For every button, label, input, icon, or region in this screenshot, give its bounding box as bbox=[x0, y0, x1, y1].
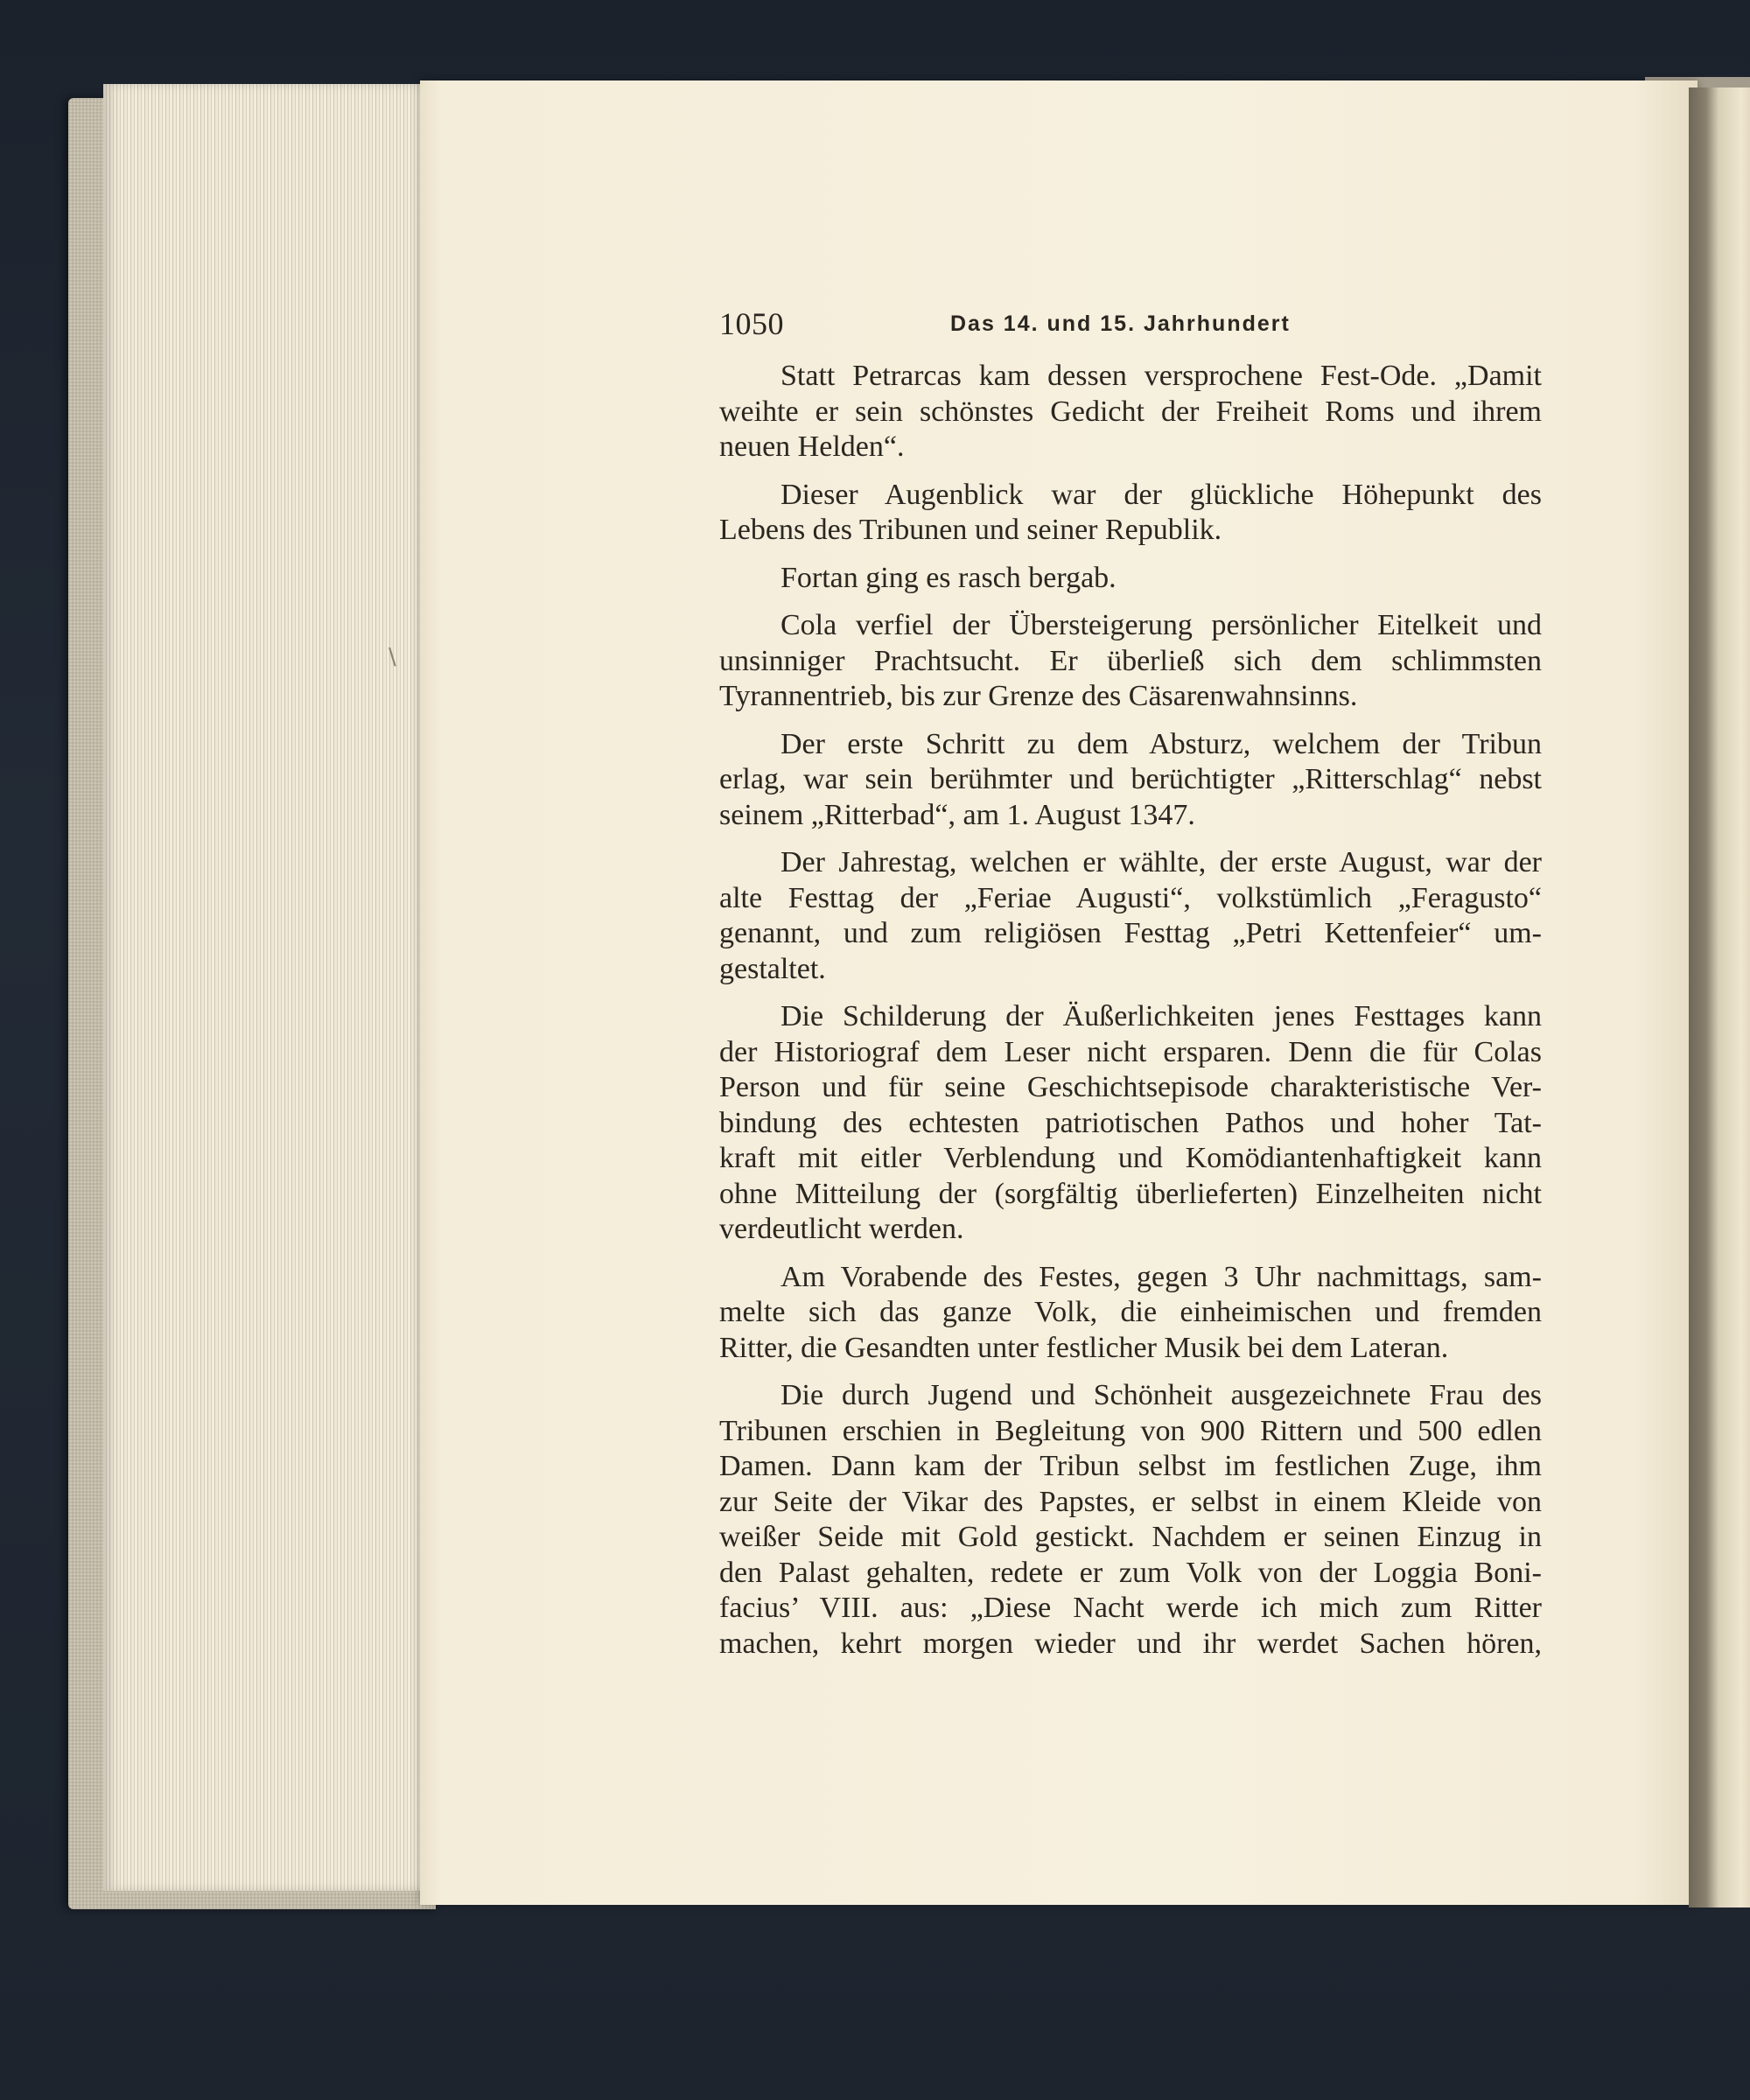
paragraph bbox=[719, 478, 1542, 549]
text-line: Person und für seine Geschichtsepisode charakteristische Ver- bbox=[719, 1071, 1542, 1103]
text-line: Lebens des Tribunen und seiner Republik. bbox=[719, 514, 1222, 546]
text-line: Ritter, die Gesandten unter festlicher Musik bei dem Lateran. bbox=[719, 1331, 1449, 1364]
page-stack-fore-edge bbox=[103, 84, 423, 1891]
text-line: Tyrannentrieb, bis zur Grenze des Cäsarenwahnsinns. bbox=[719, 680, 1358, 712]
text-line: Die Schilderung der Äußerlichkeiten jenes Festtages kann bbox=[780, 1000, 1542, 1032]
page-header bbox=[719, 304, 1542, 343]
text-line: verdeutlicht werden. bbox=[719, 1213, 964, 1245]
text-line: Die durch Jugend und Schönheit ausgezeichnete Frau des bbox=[780, 1379, 1542, 1411]
paragraph bbox=[719, 999, 1542, 1248]
text-line: genannt, und zum religiösen Festtag „Petri Kettenfeier“ um- bbox=[719, 917, 1542, 949]
paragraph bbox=[719, 845, 1542, 987]
text-line: Fortan ging es rasch bergab. bbox=[780, 561, 1116, 594]
text-line: machen, kehrt morgen wieder und ihr werdet Sachen hören, bbox=[719, 1627, 1542, 1660]
paragraph bbox=[719, 608, 1542, 715]
text-line: weihte er sein schönstes Gedicht der Freiheit Roms und ihrem bbox=[719, 395, 1542, 428]
paragraph bbox=[719, 1378, 1542, 1662]
text-line: unsinniger Prachtsucht. Er überließ sich dem schlimmsten bbox=[719, 644, 1542, 677]
text-line: ohne Mitteilung der (sorgfältig überlieferten) Einzelheiten nicht bbox=[719, 1177, 1542, 1210]
text-line: melte sich das ganze Volk, die einheimischen und fremden bbox=[719, 1296, 1542, 1328]
paragraph bbox=[719, 561, 1542, 597]
binding-gutter bbox=[1689, 88, 1750, 1908]
text-line: seinem „Ritterbad“, am 1. August 1347. bbox=[719, 798, 1195, 831]
text-line: weißer Seide mit Gold gestickt. Nachdem er seinen Einzug in bbox=[719, 1521, 1542, 1553]
text-line: neuen Helden“. bbox=[719, 430, 905, 463]
text-line: Damen. Dann kam der Tribun selbst im festlichen Zuge, ihm bbox=[719, 1450, 1542, 1482]
text-line: erlag, war sein berühmter und berüchtigter „Ritterschlag“ nebst bbox=[719, 763, 1542, 795]
text-line: der Historiograf dem Leser nicht ersparen. Denn die für Colas bbox=[719, 1035, 1542, 1068]
running-head: Das 14. und 15. Jahrhundert bbox=[950, 312, 1291, 336]
text-line: zur Seite der Vikar des Papstes, er selbst in einem Kleide von bbox=[719, 1485, 1542, 1518]
text-line: kraft mit eitler Verblendung und Komödiantenhaftigkeit kann bbox=[719, 1142, 1542, 1174]
text-line: gestaltet. bbox=[719, 952, 826, 985]
text-line: Cola verfiel der Übersteigerung persönlicher Eitelkeit und bbox=[780, 609, 1542, 641]
paragraph bbox=[719, 359, 1542, 466]
text-line: Tribunen erschien in Begleitung von 900 Rittern und 500 edlen bbox=[719, 1414, 1542, 1447]
page-number: 1050 bbox=[719, 306, 784, 341]
paragraph bbox=[719, 1260, 1542, 1367]
text-line: Der Jahrestag, welchen er wählte, der erste August, war der bbox=[780, 846, 1542, 878]
text-line: facius’ VIII. aus: „Diese Nacht werde ich mich zum Ritter bbox=[719, 1592, 1542, 1624]
text-line: Dieser Augenblick war der glückliche Höhepunkt des bbox=[780, 478, 1542, 511]
page-body bbox=[719, 359, 1542, 1662]
text-line: Der erste Schritt zu dem Absturz, welchem der Tribun bbox=[780, 727, 1542, 760]
text-line: bindung des echtesten patriotischen Pathos und hoher Tat- bbox=[719, 1106, 1542, 1139]
text-line: Am Vorabende des Festes, gegen 3 Uhr nachmittags, sam- bbox=[780, 1260, 1542, 1293]
margin-mark: \ bbox=[388, 644, 396, 670]
text-line: alte Festtag der „Feriae Augusti“, volkstümlich „Feragusto“ bbox=[719, 881, 1542, 914]
paragraph bbox=[719, 727, 1542, 834]
text-line: Statt Petrarcas kam dessen versprochene Fest-Ode. „Damit bbox=[780, 360, 1542, 392]
text-line: den Palast gehalten, redete er zum Volk von der Loggia Boni- bbox=[719, 1556, 1542, 1589]
